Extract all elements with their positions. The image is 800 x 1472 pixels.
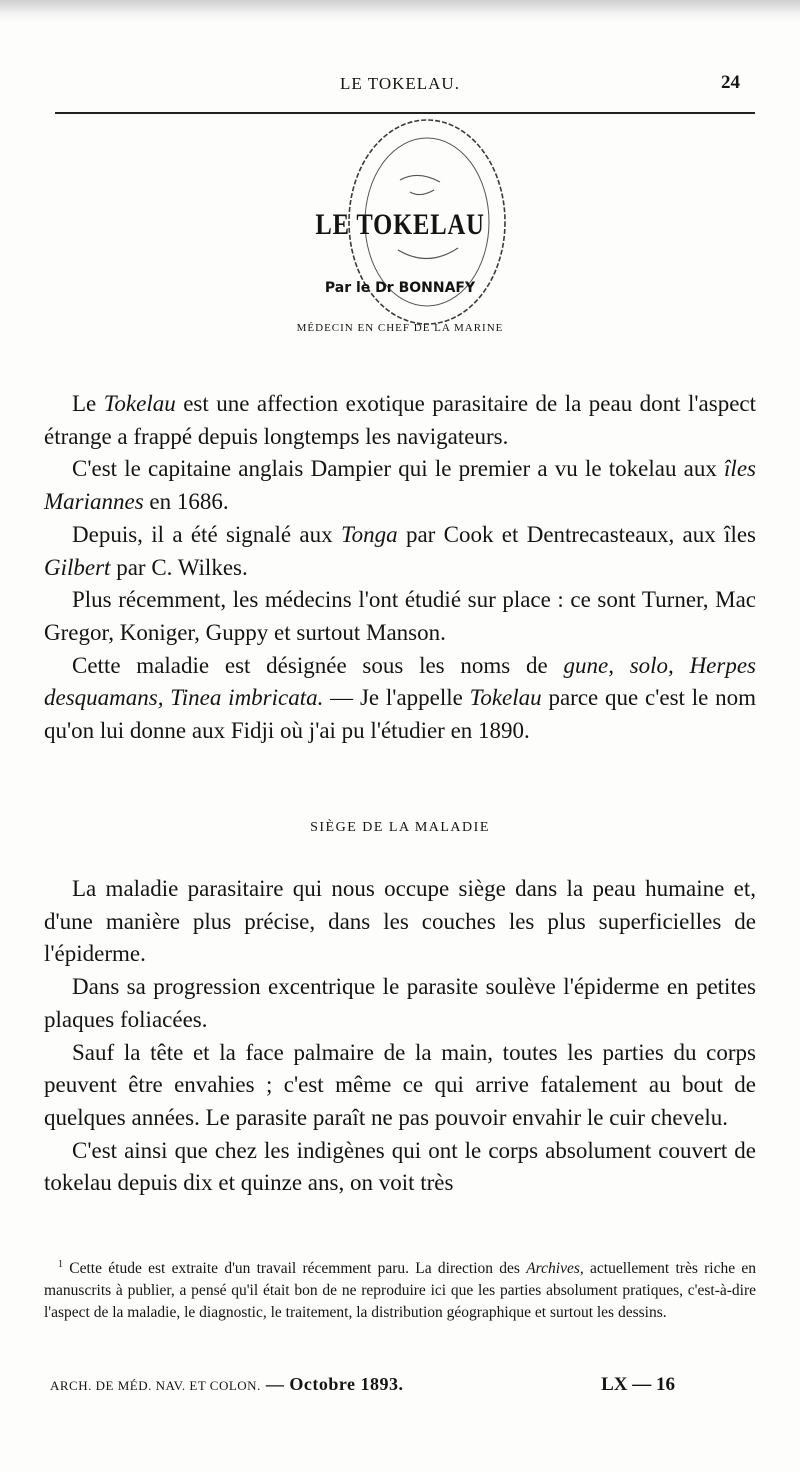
text-run: , actuellement très riche en manuscrits à publier, a pensé qu'il était bon de ne reproduire ici que les parties absolument pratiques, c'est-à-dire l'aspect de la maladie, le diagnostic, le traitement, la distribution géographique et surtout les dessins. xyxy=(44,1260,756,1322)
paragraph: C'est ainsi que chez les indigènes qui ont le corps absolument couvert de tokelau depuis dix et quinze ans, on voit très xyxy=(44,1137,756,1196)
byline-prefix: Par le xyxy=(324,280,371,296)
text-run: par C. Wilkes. xyxy=(110,554,248,580)
scan-edge xyxy=(0,0,800,22)
signature-line xyxy=(50,1374,675,1396)
byline-doctor-abbrev: Dr xyxy=(375,280,394,296)
section-heading: SIÈGE DE LA MALADIE xyxy=(310,820,490,835)
text-run: Depuis, il a été signalé aux xyxy=(72,521,341,547)
footnote-mark: 1 xyxy=(58,1259,63,1270)
journal-signature xyxy=(50,1374,403,1395)
siege-section xyxy=(44,873,756,1200)
page-number: 24 xyxy=(721,72,740,93)
text-run: Cette étude est extraite d'un travail récemment paru. La direction des xyxy=(63,1260,527,1278)
intro-section xyxy=(44,388,756,748)
byline xyxy=(0,280,800,296)
italic-term: îles Mariannes xyxy=(44,456,756,515)
paragraph xyxy=(44,650,756,748)
text-run: en 1686. xyxy=(143,489,229,515)
italic-term: Tokelau xyxy=(469,685,542,711)
footnote-text xyxy=(44,1254,756,1324)
paragraph xyxy=(44,388,756,453)
text-run: par Cook et Dentrecasteaux, aux îles xyxy=(397,521,756,547)
paragraph: Sauf la tête et la face palmaire de la main, toutes les parties du corps peuvent être envahies ; c'est même ce qui arrive fatalement au bout de quelques années. Le parasite paraît ne pas pouvoir envahir le cuir chevelu. xyxy=(44,1039,756,1130)
separator: — xyxy=(260,1374,290,1394)
running-header-title: LE TOKELAU. xyxy=(340,74,460,93)
italic-term: Gilbert xyxy=(44,554,111,580)
text-run: C'est le capitaine anglais Dampier qui le premier a vu le tokelau aux xyxy=(72,456,725,482)
italic-term: Tokelau xyxy=(103,391,176,416)
byline-author: BONNAFY xyxy=(398,280,476,296)
italic-term: gune, solo, Herpes desquamans, Tinea imbricata. xyxy=(44,652,756,711)
article-title: LE TOKELAU xyxy=(315,208,485,241)
text-run: Le xyxy=(72,391,104,416)
italic-term: Archives xyxy=(526,1260,580,1278)
paragraph: La maladie parasitaire qui nous occupe siège dans la peau humaine et, d'une manière plus précise, dans les couches les plus superficielles de l'épiderme. xyxy=(44,876,756,967)
footnote xyxy=(44,1254,756,1324)
paragraph xyxy=(44,519,756,584)
sheet-number: LX — 16 xyxy=(601,1374,675,1395)
text-run: parce que c'est le nom qu'on lui donne aux Fidji où j'ai pu l'étudier en 1890. xyxy=(44,685,757,744)
journal-name: ARCH. DE MÉD. NAV. ET COLON. xyxy=(50,1378,261,1393)
byline-doctor xyxy=(375,280,394,296)
paragraph: Plus récemment, les médecins l'ont étudié sur place : ce sont Turner, Mac Gregor, Koniger, Guppy et surtout Manson. xyxy=(44,587,756,645)
issue-date: Octobre 1893. xyxy=(289,1374,404,1394)
text-run: Cette maladie est désignée sous les noms de xyxy=(72,652,564,678)
text-run: — Je l'appelle xyxy=(323,685,470,711)
text-run: est une affection exotique parasitaire de la peau dont l'aspect étrange a frappé depuis longtemps les navigateurs. xyxy=(44,391,757,449)
italic-term: Tonga xyxy=(340,521,398,547)
paragraph xyxy=(44,453,756,518)
author-affiliation: MÉDECIN EN CHEF DE LA MARINE xyxy=(296,322,504,334)
paragraph: Dans sa progression excentrique le parasite soulève l'épiderme en petites plaques foliacées. xyxy=(44,974,756,1032)
